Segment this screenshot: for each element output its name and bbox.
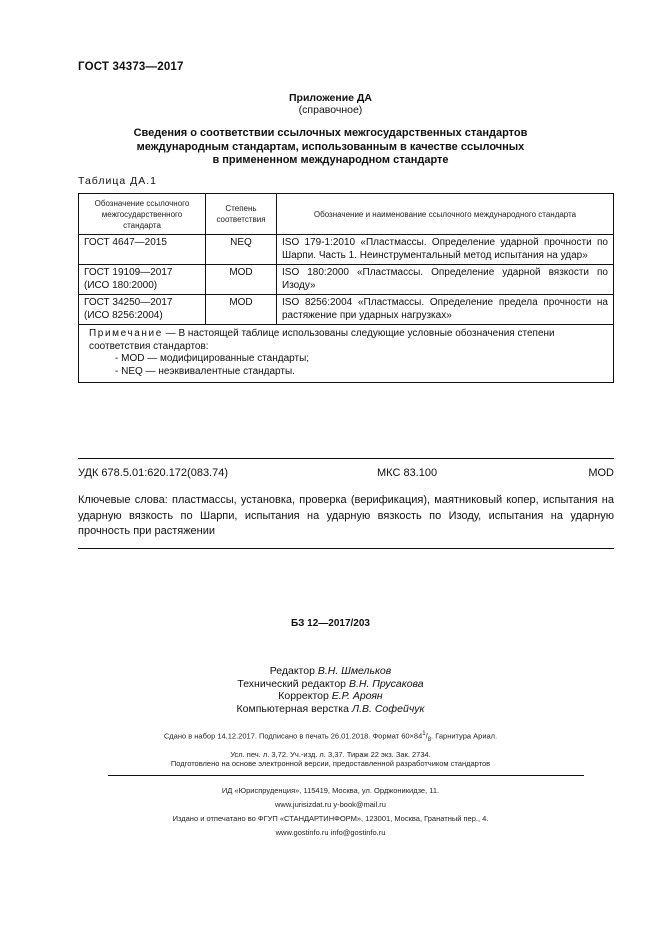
- table-row: [79, 235, 614, 265]
- heading-line: Сведения о соответствии ссылочных межгосударственных стандартов: [133, 127, 528, 139]
- divider: [78, 458, 614, 459]
- note-cell: [79, 325, 614, 383]
- table-row: [79, 265, 614, 295]
- staff-role: Редактор: [269, 665, 315, 677]
- std-line: (ИСО 180:2000): [84, 279, 158, 291]
- staff-role: Корректор: [278, 690, 329, 702]
- intl-cell: ISO 8256:2004 «Пластмассы. Определение предела прочности на растяжение при ударных нагрузках»: [277, 295, 614, 325]
- imprint-source: Подготовлено на основе электронной версии, предоставленной разработчиком стандартов: [170, 759, 491, 768]
- table-caption: Таблица ДА.1: [78, 175, 157, 187]
- note-text: [87, 328, 605, 353]
- mks-code: МКС 83.100: [377, 467, 438, 479]
- imprint-line: Сдано в набор 14.12.2017. Подписано в печать 26.01.2018. Формат $60\times 84^1/_8$. Гарнитура Ариал.: [163, 731, 498, 743]
- imprint-line: www.jurisizdat.ru y-book@mail.ru: [275, 799, 386, 809]
- imprint-text: . Гарнитура Ариал.: [431, 731, 498, 741]
- correspondence-table: [78, 193, 614, 383]
- imprint-line: Усл. печ. л. 3,72. Уч.-изд. л. 3,37. Тираж 22 экз. Зак. 2734.: [230, 749, 431, 759]
- note-label: Примечание: [89, 328, 163, 339]
- appendix-subtitle: (справочное): [298, 104, 363, 116]
- imprint-line: www.gostinfo.ru info@gostinfo.ru: [275, 827, 386, 837]
- staff-role: Компьютерная верстка: [236, 702, 349, 715]
- note-item: - MOD — модифицированные стандарты;: [115, 353, 310, 364]
- std-line: ГОСТ 34250—2017: [84, 297, 173, 308]
- std-line: ГОСТ 19109—2017: [84, 267, 173, 278]
- appendix-heading: [0, 127, 661, 168]
- divider: [78, 548, 614, 549]
- staff-name: В.Н. Прусакова: [348, 677, 424, 690]
- std-cell: [79, 295, 206, 325]
- intl-cell: ISO 179-1:2010 «Пластмассы. Определение ударной прочности по Шарпи. Часть 1. Неинструментальный метод испытания на удар»: [277, 235, 614, 265]
- staff-row: [0, 690, 661, 703]
- bz-number: БЗ 12—2017/203: [291, 618, 370, 629]
- staff-row: [0, 665, 661, 678]
- appendix-title: Приложение ДА: [289, 92, 372, 104]
- staff-name: В.Н. Шмельков: [317, 665, 392, 677]
- staff-row: [0, 678, 661, 691]
- keywords: Ключевые слова: пластмассы, установка, проверка (верификация), маятниковый копер, испытания на ударную вязкость по Шарпи, испытания на ударную вязкость по Изоду, испытания на ударную прочность при растяжении: [78, 494, 614, 537]
- column-header: Обозначение ссылочного межгосударственного стандарта: [79, 194, 206, 235]
- staff-name: Л.В. Софейчук: [351, 702, 425, 715]
- intl-cell: ISO 180:2000 «Пластмассы. Определение ударной вязкости по Изоду»: [277, 265, 614, 295]
- staff-row: [0, 703, 661, 716]
- imprint-line: Издано и отпечатано во ФГУП «СТАНДАРТИНФОРМ», 123001, Москва, Гранатный пер., 4.: [172, 814, 489, 823]
- document-header: ГОСТ 34373—2017: [78, 61, 184, 73]
- std-line: (ИСО 8256:2004): [84, 309, 163, 321]
- note-body: — В настоящей таблице использованы следующие условные обозначения степени соответствия стандартов:: [89, 328, 555, 352]
- table-row: [79, 295, 614, 325]
- staff-list: [0, 665, 661, 715]
- imprint-publisher: [0, 784, 661, 811]
- imprint-line: ИД «Юриспруденция», 115419, Москва, ул. Орджоникидзе, 11.: [221, 786, 440, 795]
- note-item: - NEQ — неэквивалентные стандарты.: [115, 365, 295, 377]
- imprint-printer: [0, 812, 661, 839]
- table-header-row: [79, 194, 614, 235]
- column-header: Обозначение и наименование ссылочного международного стандарта: [277, 194, 614, 235]
- format-fraction-num: 1: [422, 731, 426, 737]
- degree-cell: MOD: [206, 265, 277, 295]
- degree-cell: NEQ: [206, 235, 277, 265]
- heading-line: международным стандартам, использованным в качестве ссылочных: [136, 140, 525, 153]
- degree-code: MOD: [588, 467, 614, 479]
- degree-cell: MOD: [206, 295, 277, 325]
- staff-name: Е.Р. Ароян: [331, 690, 383, 702]
- std-cell: [79, 265, 206, 295]
- column-header: Степень соответствия: [206, 194, 277, 235]
- table-note-row: [79, 325, 614, 383]
- std-cell: [79, 235, 206, 265]
- divider: [108, 775, 584, 776]
- std-line: ГОСТ 4647—2015: [84, 237, 167, 248]
- staff-role: Технический редактор: [237, 677, 347, 690]
- format-fraction-den: 8: [427, 737, 432, 743]
- udk-code: УДК 678.5.01:620.172(083.74): [78, 467, 229, 479]
- imprint-text: Сдано в набор 14.12.2017. Подписано в печать 26.01.2018. Формат 60×84: [163, 731, 423, 741]
- heading-line: в примененном международном стандарте: [212, 154, 449, 166]
